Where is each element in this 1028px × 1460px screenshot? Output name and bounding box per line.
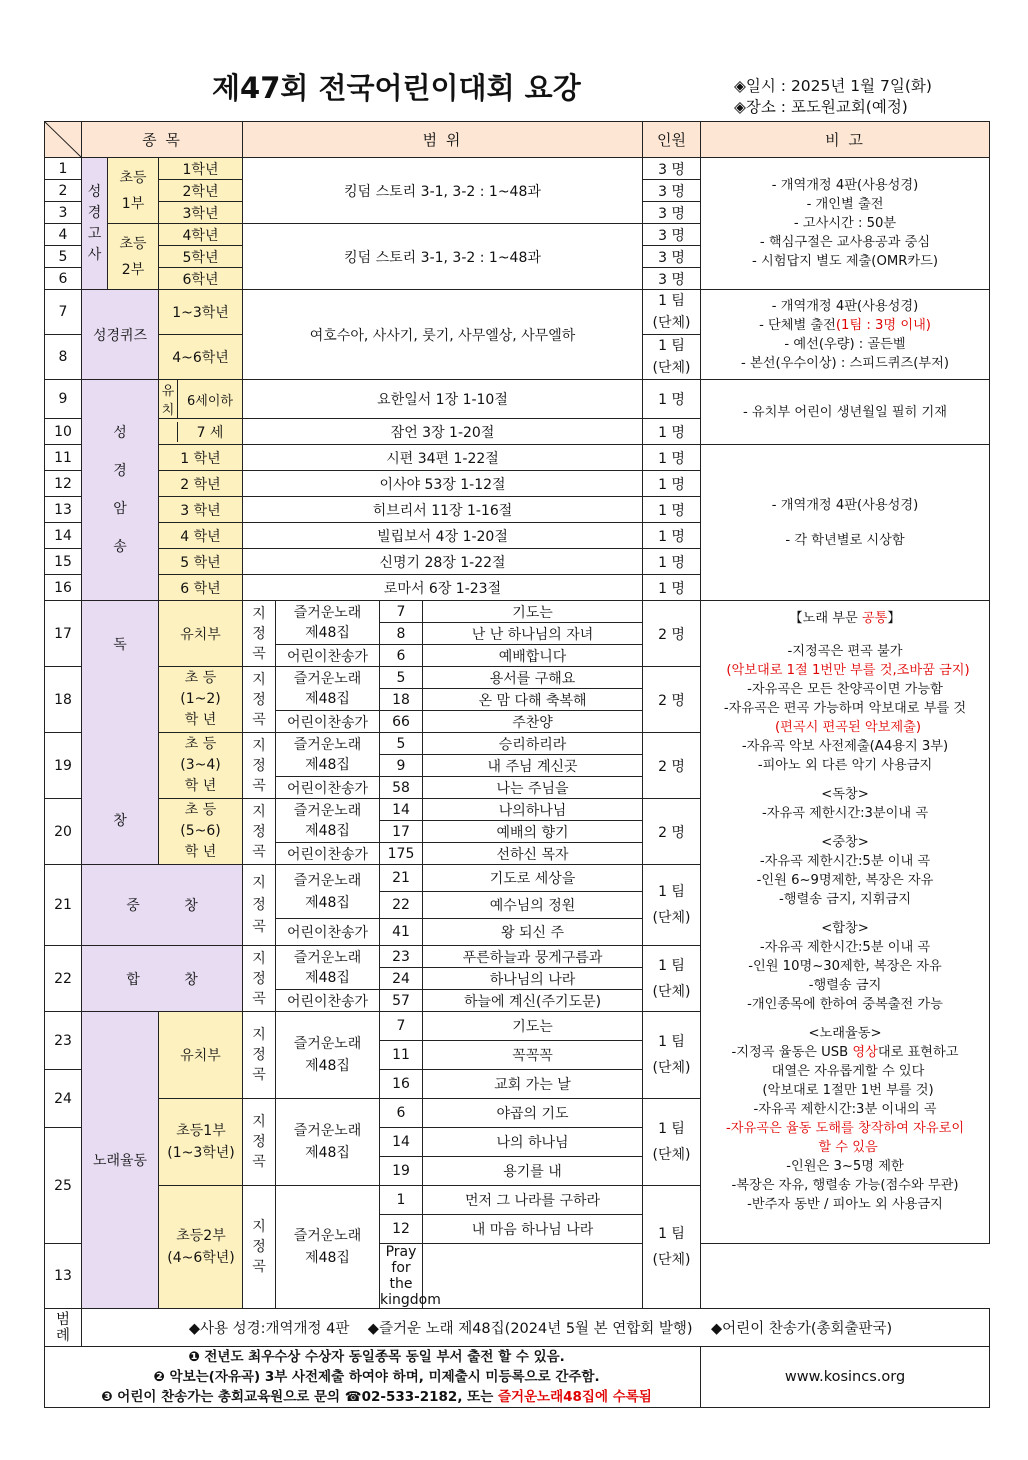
exam-group1: 초등 1부 bbox=[108, 158, 159, 224]
header-people: 인원 bbox=[643, 122, 701, 158]
event-info bbox=[734, 76, 932, 118]
footer-notes: ❶ 전년도 최우수상 수상자 동일종목 동일 부서 출전 할 수 있음. ❷ 악보는(자유곡) 3부 사전제출 하여야 하며, 미제출시 미등록으로 간주함. ❸ 어린이 찬송가는 총회교육원으로 문의 ☎02-533-2182, 또는 즐거운노래48집에 수록됨 bbox=[45, 1347, 701, 1408]
header-event: 종 목 bbox=[82, 122, 243, 158]
header-remark: 비 고 bbox=[701, 122, 990, 158]
memorize-note-1: - 유치부 어린이 생년월일 필히 기재 bbox=[701, 380, 990, 445]
dance-label: 노래율동 bbox=[82, 1012, 159, 1309]
legend-text: ◆사용 성경:개역개정 4판 ◆즐거운 노래 제48집(2024년 5월 본 연합회 발행) ◆어린이 찬송가(총회출판국) bbox=[82, 1309, 990, 1347]
exam-scope1: 킹덤 스토리 3-1, 3-2 : 1~48과 bbox=[243, 158, 643, 224]
memorize-note-2: - 개역개정 4판(사용성경) - 각 학년별로 시상함 bbox=[701, 445, 990, 601]
memorize-label: 성경암송 bbox=[82, 380, 159, 601]
page-title: 제47회 전국어린이대회 요강 bbox=[212, 71, 581, 105]
legend-label: 범례 bbox=[45, 1309, 82, 1347]
exam-notes: - 개역개정 4판(사용성경) - 개인별 출전 - 고사시간 : 50분 - 핵심구절은 교사용공과 중심 - 시험답지 별도 제출(OMR카드) bbox=[701, 158, 990, 290]
quiz-notes: - 개역개정 4판(사용성경) - 단체별 출전(1팀 : 3명 이내) - 예선(우량) : 골든벨 - 본선(우수이상) : 스피드퀴즈(부저) bbox=[701, 290, 990, 380]
exam-scope2: 킹덤 스토리 3-1, 3-2 : 1~48과 bbox=[243, 224, 643, 290]
header-scope: 범 위 bbox=[243, 122, 643, 158]
event-date: ◈일시 : 2025년 1월 7일(화) bbox=[734, 77, 932, 95]
contest-table: 종 목 범 위 인원 비 고 1 성경고사 초등 1부 1학년 킹덤 스토리 3-1, 3-2 : 1~48과 3 명 - 개역개정 4판(사용성경) - 개인별 출전 - 고사시간 : 50분 - 핵심구절은 교사용공과 중심 - 시험답지 별도 제출(OMR카드) 2 2학년 3 명 3 3학년 3 명 4 초등 2부 4학년 킹덤 스토리 3-1, 3-2 : 1~48과 3 명 5 5학년 3 명 6 6학년 3 명 7 성경퀴즈 1~3학년 여호수아, 사사기, 룻기, 사무엘상, 사무엘하 1 팀 (단체) - 개역개정 4판(사용성경) - 단체별 출전(1팀 : 3명 이내) - 예선(우량) : 골든벨 - 본선(우수이상) : 스피드퀴즈(부저) 8 4~6학년 1 팀 (단체) 9 성경암송 유치 6세이하 요한일서 1장 1-10절 1 명 - 유치부 어린이 생년월일 필히 기재 10 7 세 잠언 3장 1-20절 1 명 11 1 학년 시편 34편 1-22절 1 명 - 개역개정 4판(사용성경) - 각 학년별로 시상함 12 2 학년 이사야 53장 1-12절 1 명 13 3 학년 히브리서 11장 1-16절 1 명 14 4 학년 빌립보서 4장 1-20절 1 명 15 5 학년 신명기 28장 1-22절 1 명 16 6 학년 로마서 6장 1-23절 1 명 17 독 창 유치부 지정곡 즐거운노래 제48집 7 기도는 2 명 【노래 부문 공통】 -지정곡은 편곡 불가 (악보대로 1절 1번만 부를 것,조바꿈 금지) -자유곡은 모든 찬양곡이면 가능함 -자유곡은 편곡 가능하며 악보대로 부를 것 (편곡시 편곡된 악보제출) -자유곡 악보 사전제출(A4용지 3부) -피아노 외 다른 악기 사용금지 <독창> -자유곡 제한시간:3분이내 곡 <중창> -자유곡 제한시간:5분 이내 곡 -인원 6~9명제한, 복장은 자유 -행렬송 금지, 지휘금지 <합창> -자유곡 제한시간:5분 이내 곡 -인원 10명~30제한, 복장은 자유 -행렬송 금지 -개인종목에 한하여 중복출전 가능 <노래율동> -지정곡 율동은 USB 영상대로 표현하고 대열은 자유롭게할 수 있다 (악보대로 1절만 1번 부를 것) -자유곡 제한시간:3분 이내의 곡 -자유곡은 율동 도해를 창작하여 자유로이 할 수 있음 -인원은 3~5명 제한 -복장은 자유, 행렬송 가능(점수와 무관) -반주자 동반 / 피아노 외 사용금지 8 난 난 하나님의 자녀 어린이찬송가 6 예배합니다 18 초 등 (1~2) 학 년 지정곡 즐거운노래 제48집 5 용서를 구해요 2 명 18 온 맘 다해 축복해 어린이찬송가 66 주찬양 19 초 등 (3~4) 학 년 지정곡 즐거운노래 제48집 5 승리하리라 2 명 9 내 주님 계신곳 어린이찬송가 58 나는 주님을 20 초 등 (5~6) 학 년 지정곡 즐거운노래 제48집 14 나의하나님 2 명 17 예배의 향기 어린이찬송가 175 선하신 목자 21 중 창 지정곡 즐거운노래 제48집 21 기도로 세상을 1 팀 (단체) 22 예수님의 정원 어린이찬송가 41 왕 되신 주 22 합 창 지정곡 즐거운노래 제48집 23 푸른하늘과 뭉게구름과 1 팀 (단체) 24 하나님의 나라 어린이찬송가 57 하늘에 계신(주기도문) 23 노래율동 유치부 지정곡 즐거운노래 제48집 7 기도는 1 팀 (단체) 11 꼭꼭꼭 24 16 교회 가는 날 초등1부 (1~3학년) 지정곡 즐거운노래 제48집 6 야곱의 기도 1 팀 (단체) 25 14 나의 하나님 19 용기를 내 초등2부 (4~6학년) 지정곡 즐거운노래 제48집 1 먼저 그 나라를 구하라 1 팀 (단체) 12 내 마음 하나님 나라 13 Pray for the kingdom 범례 ◆사용 성경:개역개정 4판 ◆즐거운 노래 제48집(2024년 5월 본 연합회 발행) ◆어린이 찬송가(총회출판국) ❶ 전년도 최우수상 수상자 동일종목 동일 부서 출전 할 수 있음. ❷ 악보는(자유곡) 3부 사전제출 하여야 하며, 미제출시 미등록으로 간주함. ❸ 어린이 찬송가는 총회교육원으로 문의 ☎02-533-2182, 또는 즐거운노래48집에 수록됨 www.kosincs.org bbox=[44, 121, 990, 1408]
footer-site[interactable]: www.kosincs.org bbox=[701, 1347, 990, 1408]
event-place: ◈장소 : 포도원교회(예정) bbox=[734, 98, 908, 116]
choir-label: 합 창 bbox=[82, 946, 243, 1012]
corner-cell bbox=[45, 122, 82, 158]
quiz-label: 성경퀴즈 bbox=[82, 290, 159, 380]
song-notes: 【노래 부문 공통】 -지정곡은 편곡 불가 (악보대로 1절 1번만 부를 것,조바꿈 금지) -자유곡은 모든 찬양곡이면 가능함 -자유곡은 편곡 가능하며 악보대로 부를 것 (편곡시 편곡된 악보제출) -자유곡 악보 사전제출(A4용지 3부) -피아노 외 다른 악기 사용금지 <독창> -자유곡 제한시간:3분이내 곡 <중창> -자유곡 제한시간:5분 이내 곡 -인원 6~9명제한, 복장은 자유 -행렬송 금지, 지휘금지 <합창> -자유곡 제한시간:5분 이내 곡 -인원 10명~30제한, 복장은 자유 -행렬송 금지 -개인종목에 한하여 중복출전 가능 <노래율동> -지정곡 율동은 USB 영상대로 표현하고 대열은 자유롭게할 수 있다 (악보대로 1절만 1번 부를 것) -자유곡 제한시간:3분 이내의 곡 -자유곡은 율동 도해를 창작하여 자유로이 할 수 있음 -인원은 3~5명 제한 -복장은 자유, 행렬송 가능(점수와 무관) -반주자 동반 / 피아노 외 사용금지 bbox=[701, 601, 990, 1244]
solo-label: 독 창 bbox=[82, 601, 159, 865]
ensemble-label: 중 창 bbox=[82, 865, 243, 946]
quiz-scope: 여호수아, 사사기, 룻기, 사무엘상, 사무엘하 bbox=[243, 290, 643, 380]
exam-grade: 1학년 bbox=[159, 158, 243, 180]
exam-group2: 초등 2부 bbox=[108, 224, 159, 290]
exam-label: 성경고사 bbox=[82, 158, 108, 290]
